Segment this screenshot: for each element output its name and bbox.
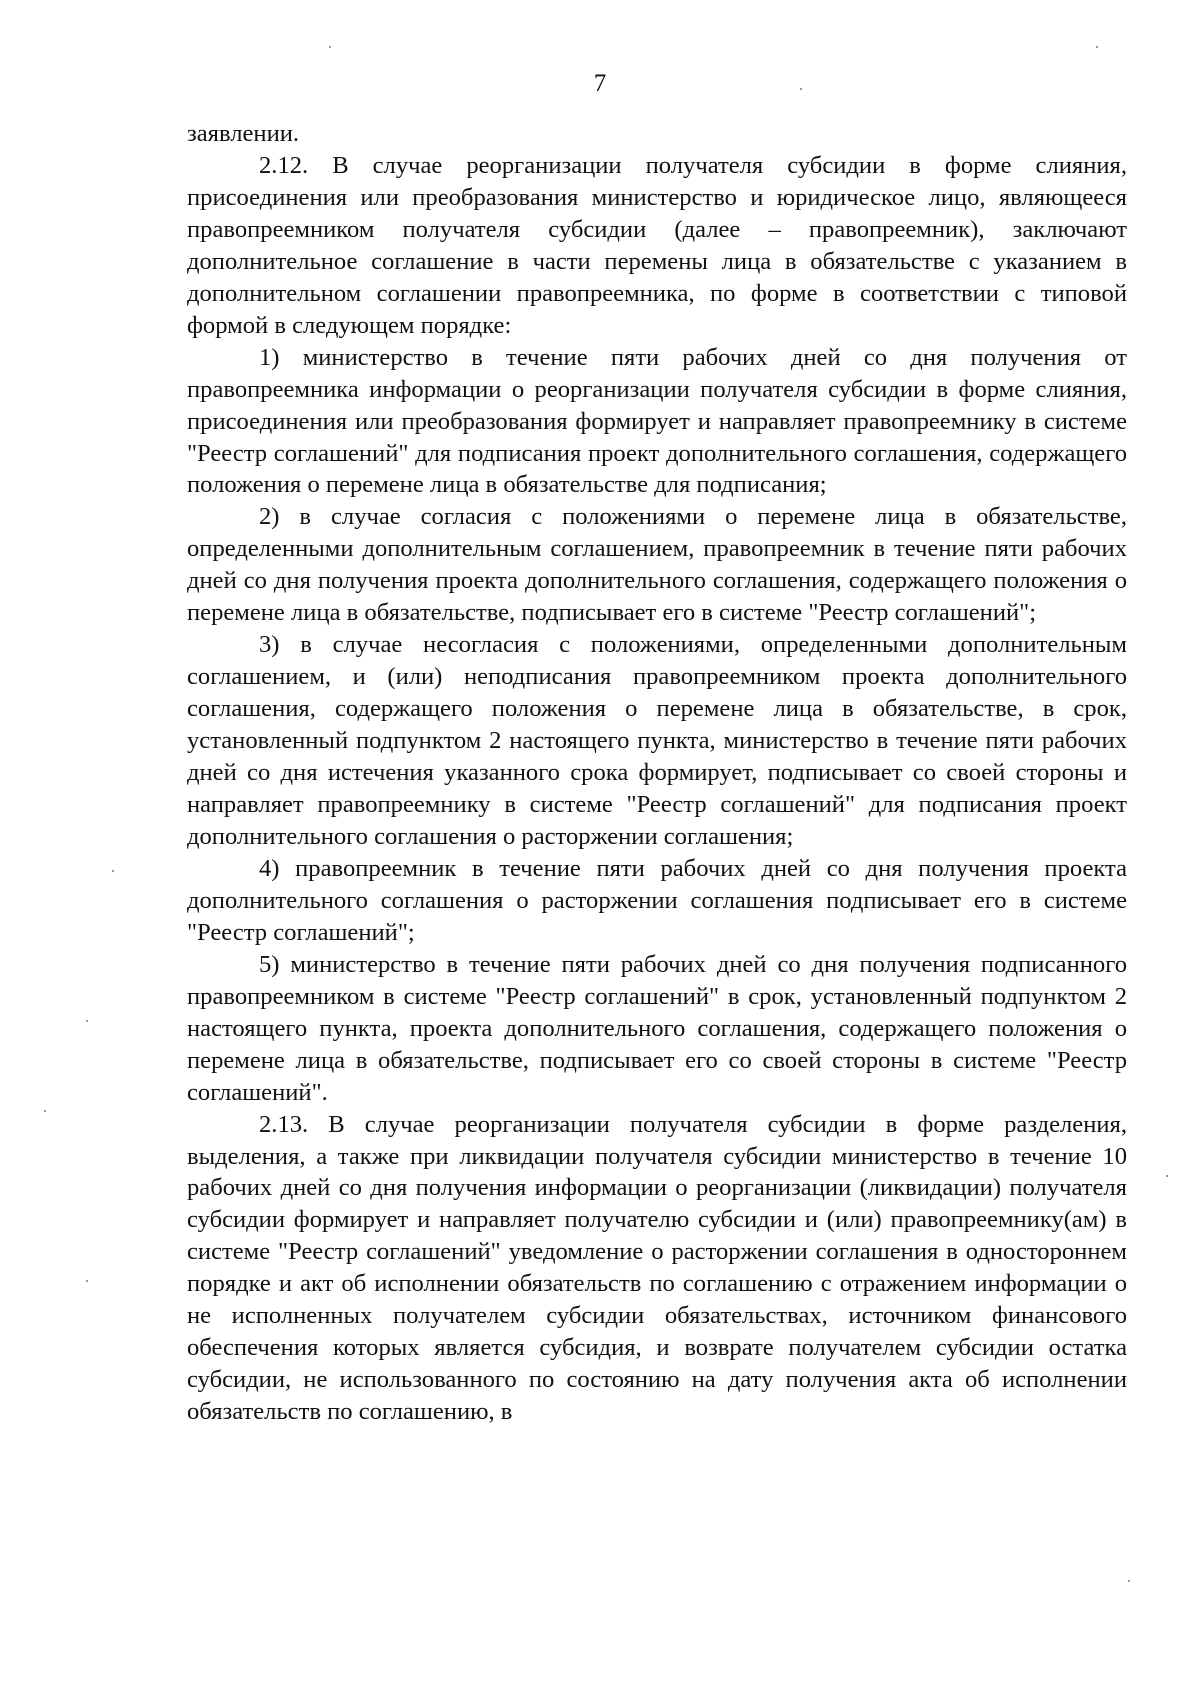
paragraph-item-1: 1) министерство в течение пяти рабочих дней со дня получения от правопреемника информации о реорганизации получателя субсидии в форме слияния, присоединения или преобразования формирует и направляет правопреемнику в системе "Реестр соглашений" для подписания проект дополнительного соглашения, содержащего положения о перемене лица в обязательстве для подписания; [187, 343, 1127, 499]
scan-speck [44, 1110, 46, 1112]
paragraph-item-5: 5) министерство в течение пяти рабочих дней со дня получения подписанного правопреемником в системе "Реестр соглашений" в срок, установленный подпунктом 2 настоящего пункта, проекта дополнительного соглашения, содержащего положения о перемене лица в обязательстве, подписывает его со своей стороны в системе "Реестр соглашений". [187, 950, 1127, 1106]
scan-speck [1096, 46, 1098, 48]
paragraph-2-13: 2.13. В случае реорганизации получателя субсидии в форме разделения, выделения, а также при ликвидации получателя субсидии министерство в течение 10 рабочих дней со дня получения информации о реорганизации (ликвидации) получателя субсидии формирует и направляет получателю субсидии и (или) правопреемнику(ам) в системе "Реестр соглашений" уведомление о расторжении соглашения в одностороннем порядке и акт об исполнении обязательств по соглашению с отражением информации о не исполненных получателем субсидии обязательствах, источником финансового обеспечения которых является субсидия, и возврате получателем субсидии остатка субсидии, не использованного по состоянию на дату получения акта об исполнении обязательств по соглашению, в [187, 1110, 1127, 1426]
scan-speck [1128, 1580, 1130, 1582]
page-number: 7 [593, 70, 607, 97]
scan-speck [800, 88, 802, 90]
paragraph-continuation: заявлении. [187, 120, 300, 147]
paragraph-item-3: 3) в случае несогласия с положениями, определенными дополнительным соглашением, и (или) неподписания правопреемником проекта дополнительного соглашения, содержащего положения о перемене лица в обязательстве, в срок, установленный подпунктом 2 настоящего пункта, министерство в течение пяти рабочих дней со дня истечения указанного срока формирует, подписывает со своей стороны и направляет правопреемнику в системе "Реестр соглашений" для подписания проект дополнительного соглашения о расторжении соглашения; [187, 631, 1127, 850]
scan-speck [86, 1280, 88, 1282]
paragraph-item-4: 4) правопреемник в течение пяти рабочих дней со дня получения проекта дополнительного соглашения о расторжении соглашения подписывает его в системе "Реестр соглашений"; [187, 854, 1127, 946]
paragraph-item-2: 2) в случае согласия с положениями о перемене лица в обязательстве, определенными дополнительным соглашением, правопреемник в течение пяти рабочих дней со дня получения проекта дополнительного соглашения, содержащего положения о перемене лица в обязательстве, подписывает его в системе "Реестр соглашений"; [187, 503, 1127, 627]
scan-speck [1166, 1175, 1168, 1177]
scan-speck [329, 46, 331, 48]
paragraph-2-12: 2.12. В случае реорганизации получателя субсидии в форме слияния, присоединения или преобразования министерство и юридическое лицо, являющееся правопреемником получателя субсидии (далее – правопреемник), заключают дополнительное соглашение в части перемены лица в обязательстве с указанием в дополнительном соглашении правопреемника, по форме в соответствии с типовой формой в следующем порядке: [187, 151, 1127, 339]
scan-speck [112, 870, 114, 872]
document-body [187, 118, 1127, 1428]
scan-speck [86, 1020, 88, 1022]
